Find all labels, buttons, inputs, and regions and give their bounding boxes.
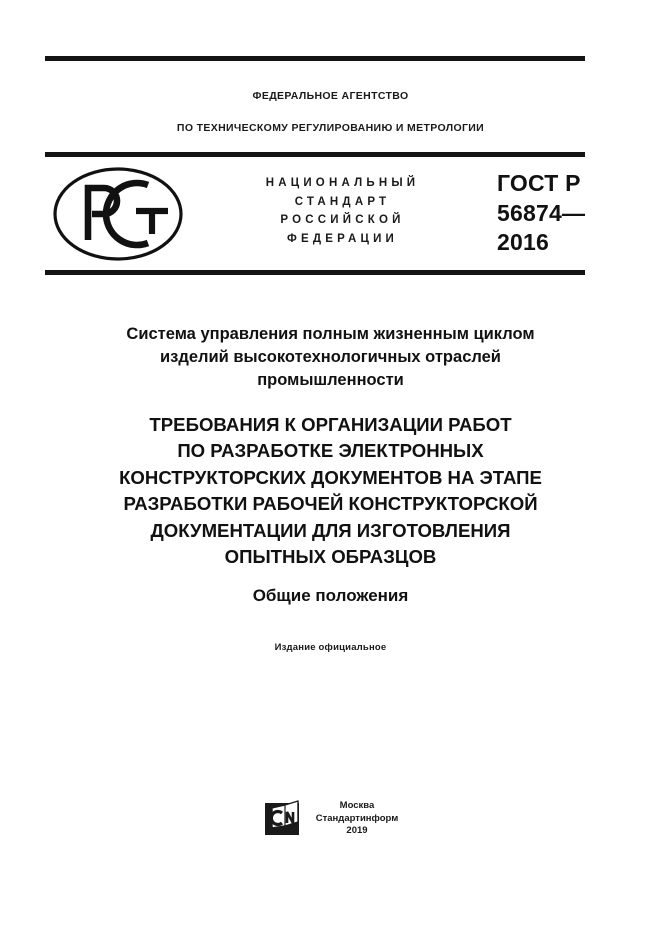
imprint-publisher: Стандартинформ bbox=[315, 812, 399, 824]
publisher-imprint bbox=[0, 798, 661, 840]
subtitle-line-3: промышленности bbox=[257, 371, 404, 389]
title-line-1: ТРЕБОВАНИЯ К ОРГАНИЗАЦИИ РАБОТ bbox=[149, 414, 512, 435]
standartinform-emblem-icon bbox=[263, 798, 305, 840]
section-name: Общие положения bbox=[252, 586, 409, 605]
imprint-text bbox=[316, 800, 398, 838]
gost-r-emblem-icon bbox=[52, 165, 184, 263]
divider-bottom bbox=[45, 270, 585, 275]
standard-designation bbox=[497, 169, 657, 258]
designation-line-2: 56874— bbox=[497, 199, 586, 226]
designation-line-1: ГОСТ Р bbox=[497, 170, 581, 196]
national-standard-line-4: ФЕДЕРАЦИИ bbox=[286, 232, 399, 245]
divider-top bbox=[45, 56, 585, 61]
title-line-6: ОПЫТНЫХ ОБРАЗЦОВ bbox=[224, 546, 437, 568]
title-line-4: РАЗРАБОТКИ РАБОЧЕЙ КОНСТРУКТОРСКОЙ bbox=[123, 493, 538, 515]
page-title bbox=[25, 412, 636, 570]
system-name-subtitle bbox=[60, 323, 601, 392]
subtitle-line-2: изделий высокотехнологичных отраслей bbox=[160, 348, 501, 366]
agency-name-line-2: ПО ТЕХНИЧЕСКОМУ РЕГУЛИРОВАНИЮ И МЕТРОЛОГИИ bbox=[176, 122, 485, 134]
official-edition-note: Издание официальное bbox=[274, 642, 387, 653]
national-standard-line-3: РОССИЙСКОЙ bbox=[280, 214, 405, 226]
title-line-5: ДОКУМЕНТАЦИИ ДЛЯ ИЗГОТОВЛЕНИЯ bbox=[150, 519, 511, 541]
agency-name-line-1: ФЕДЕРАЛЬНОЕ АГЕНТСТВО bbox=[252, 90, 409, 102]
subtitle-line-1: Система управления полным жизненным циклом bbox=[126, 325, 535, 343]
designation-line-3: 2016 bbox=[497, 229, 549, 255]
national-standard-line-1: НАЦИОНАЛЬНЫЙ bbox=[265, 177, 420, 189]
national-standard-line-2: СТАНДАРТ bbox=[294, 195, 391, 208]
title-line-3: КОНСТРУКТОРСКИХ ДОКУМЕНТОВ НА ЭТАПЕ bbox=[119, 466, 542, 488]
national-standard-label bbox=[220, 174, 465, 248]
imprint-year: 2019 bbox=[346, 825, 368, 837]
title-line-2: ПО РАЗРАБОТКЕ ЭЛЕКТРОННЫХ bbox=[177, 440, 484, 462]
imprint-city: Москва bbox=[339, 800, 375, 812]
standard-identification-band bbox=[45, 157, 585, 270]
